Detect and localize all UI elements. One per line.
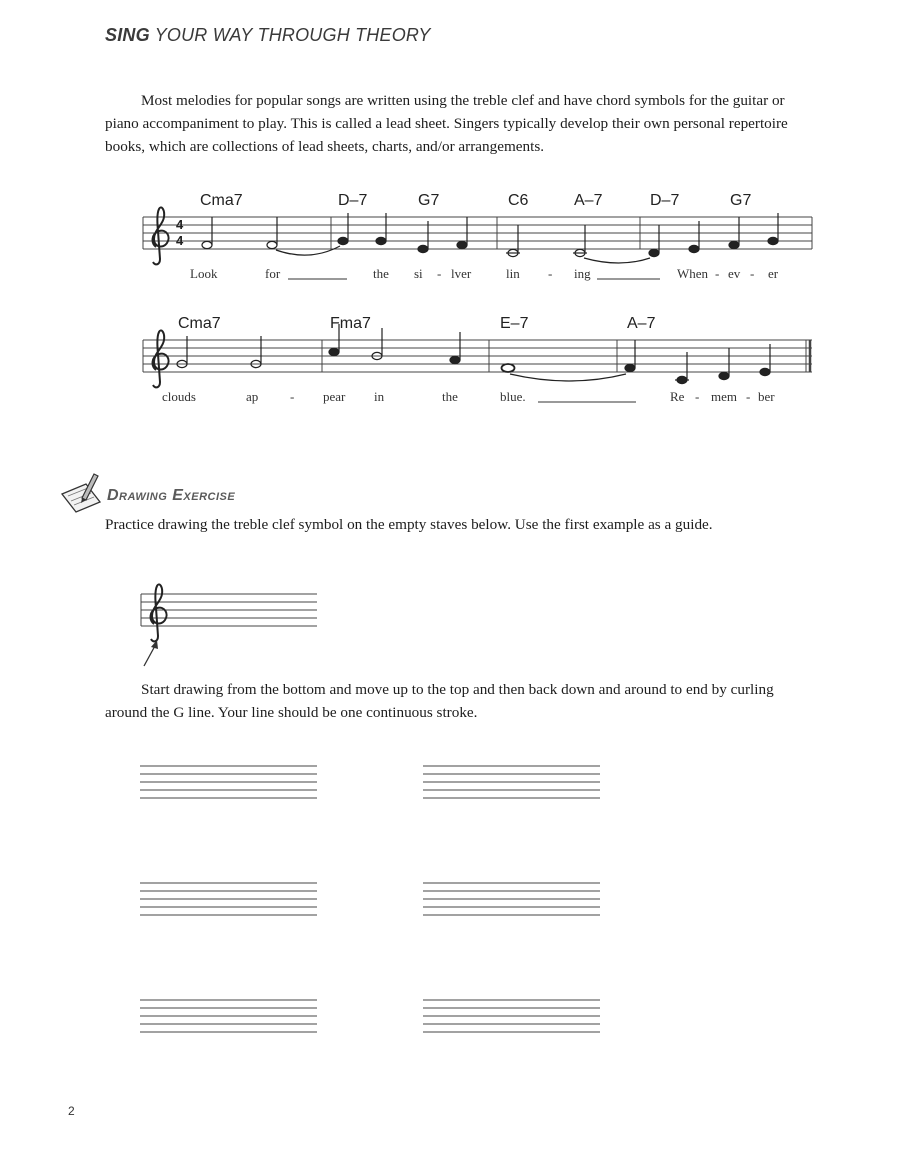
chord-symbol: A–7 bbox=[574, 192, 603, 209]
chord-symbol: A–7 bbox=[627, 315, 656, 332]
chord-symbol: Cma7 bbox=[200, 192, 243, 209]
lyric: ing bbox=[574, 266, 591, 281]
lyric: lin bbox=[506, 266, 520, 281]
lyric: er bbox=[768, 266, 779, 281]
lyrics-line-2 bbox=[162, 389, 775, 404]
treble-clef-icon bbox=[153, 207, 169, 264]
staff-line-1 bbox=[143, 207, 812, 264]
start-arrow-icon bbox=[144, 640, 158, 666]
empty-staff bbox=[140, 1000, 317, 1032]
chord-symbol: Cma7 bbox=[178, 315, 221, 332]
lyric: blue. bbox=[500, 389, 526, 404]
chords-line-1 bbox=[200, 192, 751, 209]
lyric: for bbox=[265, 266, 281, 281]
empty-staff bbox=[423, 883, 600, 915]
lyric: Re bbox=[670, 389, 685, 404]
lyric: - bbox=[750, 266, 755, 281]
lyric: the bbox=[442, 389, 458, 404]
svg-text:4: 4 bbox=[176, 233, 184, 248]
lyric: lver bbox=[451, 266, 472, 281]
empty-staff bbox=[423, 1000, 600, 1032]
lyric: - bbox=[290, 389, 295, 404]
empty-staff bbox=[423, 766, 600, 798]
exercise-follow-up: Start drawing from the bottom and move up to the top and then back down and around to end by curling around the G line. Your line should be one continuous stroke. bbox=[105, 681, 774, 721]
intro-paragraph: Most melodies for popular songs are written using the treble clef and have chord symbols for the guitar or piano accompaniment to play. This is called a lead sheet. Singers typically develop their own personal repertoire books, which are collections of lead sheets, charts, and/or arrangements. bbox=[105, 92, 788, 155]
lyric: ap bbox=[246, 389, 259, 404]
treble-clef-icon bbox=[153, 330, 169, 387]
chord-symbol: E–7 bbox=[500, 315, 529, 332]
empty-staff bbox=[140, 883, 317, 915]
lyric: - bbox=[437, 266, 442, 281]
lyric: the bbox=[373, 266, 389, 281]
lyric: pear bbox=[323, 389, 346, 404]
lyric: - bbox=[715, 266, 720, 281]
staff-line-2 bbox=[143, 324, 812, 387]
chord-symbol: G7 bbox=[418, 192, 440, 209]
practice-staves bbox=[140, 766, 600, 1032]
pencil-paper-icon bbox=[62, 474, 100, 512]
lyric: When bbox=[677, 266, 709, 281]
chord-symbol: D–7 bbox=[650, 192, 680, 209]
page-number: 2 bbox=[68, 1104, 75, 1118]
lyric: mem bbox=[711, 389, 737, 404]
lyric: - bbox=[548, 266, 553, 281]
empty-staff bbox=[140, 766, 317, 798]
chord-symbol: D–7 bbox=[338, 192, 368, 209]
lyric: si bbox=[414, 266, 423, 281]
example-staff bbox=[141, 584, 317, 641]
lyric: ber bbox=[758, 389, 775, 404]
chords-line-2 bbox=[178, 315, 656, 332]
header-rest: YOUR WAY THROUGH THEORY bbox=[149, 25, 431, 45]
lyric: ev bbox=[728, 266, 741, 281]
chord-symbol: Fma7 bbox=[330, 315, 371, 332]
treble-clef-icon bbox=[151, 584, 167, 641]
exercise-title: Drawing Exercise bbox=[107, 487, 236, 504]
lyric: - bbox=[746, 389, 751, 404]
lyrics-line-1 bbox=[190, 266, 779, 281]
header-bold: SING bbox=[105, 25, 150, 45]
exercise-instruction: Practice drawing the treble clef symbol on the empty staves below. Use the first example as a guide. bbox=[105, 516, 713, 533]
chord-symbol: C6 bbox=[508, 192, 529, 209]
svg-text:4: 4 bbox=[176, 217, 184, 232]
lyric: clouds bbox=[162, 389, 196, 404]
lyric: - bbox=[695, 389, 700, 404]
lyric: Look bbox=[190, 266, 218, 281]
chord-symbol: G7 bbox=[730, 192, 752, 209]
lyric: in bbox=[374, 389, 385, 404]
